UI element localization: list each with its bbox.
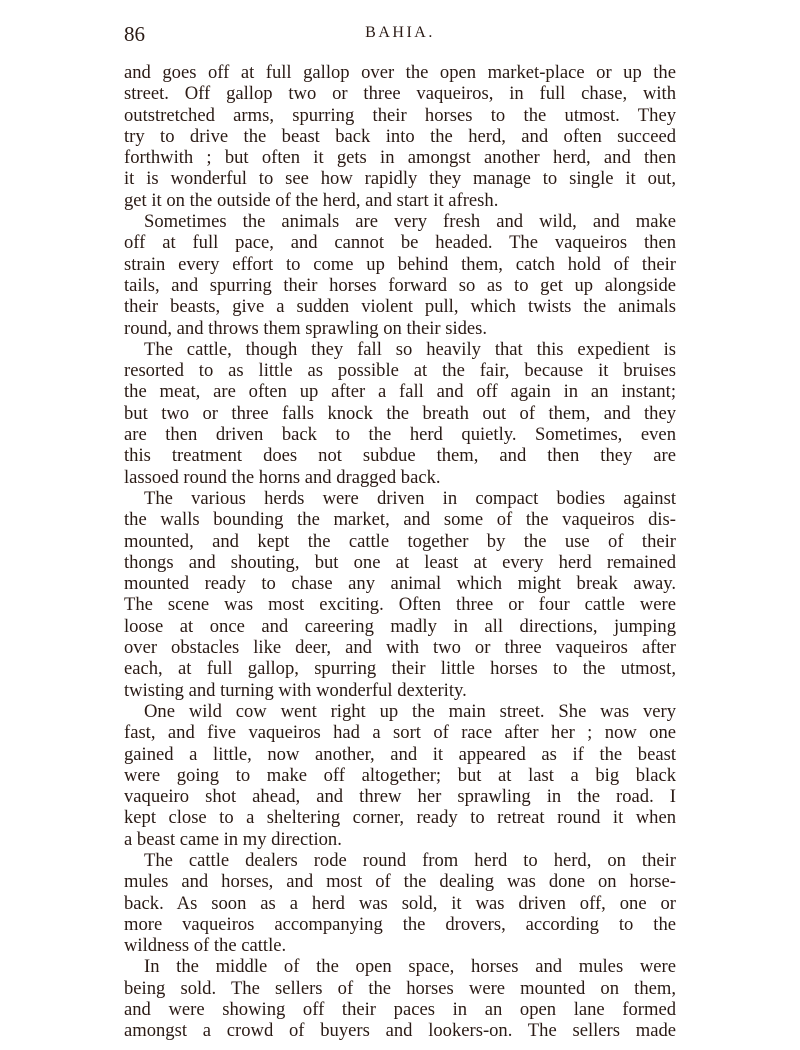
text-line: twisting and turning with wonderful dexterity. (124, 679, 467, 701)
text-line: Sometimes the animals are very fresh and wild, and make (144, 211, 676, 233)
text-line: mounted ready to chase any animal which might break away. (124, 573, 676, 595)
text-line: mounted, and kept the cattle together by the use of their (124, 530, 676, 552)
body-text (124, 62, 676, 1042)
text-line: each, at full gallop, spurring their little horses to the utmost, (124, 658, 676, 680)
text-line: and were showing off their paces in an open lane formed (124, 999, 676, 1021)
text-line: forthwith ; but often it gets in amongst another herd, and then (124, 147, 676, 169)
text-line: it is wonderful to see how rapidly they manage to single it out, (124, 168, 676, 190)
paragraph (124, 850, 676, 956)
text-line: The various herds were driven in compact bodies against (144, 487, 676, 509)
text-line: gained a little, now another, and it appeared as if the beast (124, 743, 676, 765)
text-line: tails, and spurring their horses forward so as to get up alongside (124, 274, 676, 296)
text-line: off at full pace, and cannot be headed. The vaqueiros then (124, 232, 676, 254)
text-line: The cattle, though they fall so heavily that this expedient is (144, 338, 676, 360)
text-line: a beast came in my direction. (124, 828, 342, 850)
text-line: are then driven back to the herd quietly. Sometimes, even (124, 424, 676, 446)
text-line: thongs and shouting, but one at least at every herd remained (124, 551, 676, 573)
text-line: being sold. The sellers of the horses were mounted on them, (124, 977, 676, 999)
text-line: strain every effort to come up behind them, catch hold of their (124, 253, 676, 275)
text-line: outstretched arms, spurring their horses to the utmost. They (124, 104, 676, 126)
running-head: BAHIA. (365, 24, 435, 41)
text-line: get it on the outside of the herd, and start it afresh. (124, 189, 499, 211)
text-line: kept close to a sheltering corner, ready to retreat round it when (124, 807, 676, 829)
text-line: more vaqueiros accompanying the drovers, according to the (124, 913, 676, 935)
text-line: the meat, are often up after a fall and off again in an instant; (124, 381, 676, 403)
text-line: and goes off at full gallop over the open market-place or up the (124, 62, 676, 83)
text-line: round, and throws them sprawling on their sides. (124, 317, 488, 339)
paragraph (124, 339, 676, 488)
text-line: amongst a crowd of buyers and lookers-on. The sellers made (124, 1020, 676, 1042)
text-line: the walls bounding the market, and some of the vaqueiros dis- (124, 509, 676, 531)
text-line: The scene was most exciting. Often three or four cattle were (124, 594, 676, 616)
text-line: wildness of the cattle. (124, 935, 287, 957)
text-line: street. Off gallop two or three vaqueiros, in full chase, with (124, 83, 676, 105)
text-line: One wild cow went right up the main street. She was very (144, 700, 676, 722)
text-line: back. As soon as a herd was sold, it was driven off, one or (124, 892, 676, 914)
text-line: lassoed round the horns and dragged back. (124, 466, 441, 488)
text-line: this treatment does not subdue them, and then they are (124, 445, 676, 467)
text-line: try to drive the beast back into the herd, and often succeed (124, 125, 676, 147)
paragraph (124, 211, 676, 339)
paragraph (124, 62, 676, 211)
paragraph (124, 701, 676, 850)
text-line: resorted to as little as possible at the fair, because it bruises (124, 360, 676, 382)
text-line: In the middle of the open space, horses and mules were (144, 956, 676, 978)
text-line: were going to make off altogether; but at last a big black (124, 764, 676, 786)
text-line: but two or three falls knock the breath out of them, and they (124, 402, 676, 424)
page-header (124, 22, 676, 50)
text-line: over obstacles like deer, and with two or three vaqueiros after (124, 637, 676, 659)
text-line: The cattle dealers rode round from herd to herd, on their (144, 849, 676, 871)
text-line: fast, and five vaqueiros had a sort of race after her ; now one (124, 722, 676, 744)
paragraph (124, 488, 676, 701)
page-number: 86 (124, 22, 145, 46)
text-line: loose at once and careering madly in all directions, jumping (124, 615, 676, 637)
text-line: mules and horses, and most of the dealing was done on horse- (124, 871, 676, 893)
paragraph (124, 956, 676, 1041)
text-line: vaqueiro shot ahead, and threw her sprawling in the road. I (124, 786, 676, 808)
text-line: their beasts, give a sudden violent pull, which twists the animals (124, 296, 676, 318)
